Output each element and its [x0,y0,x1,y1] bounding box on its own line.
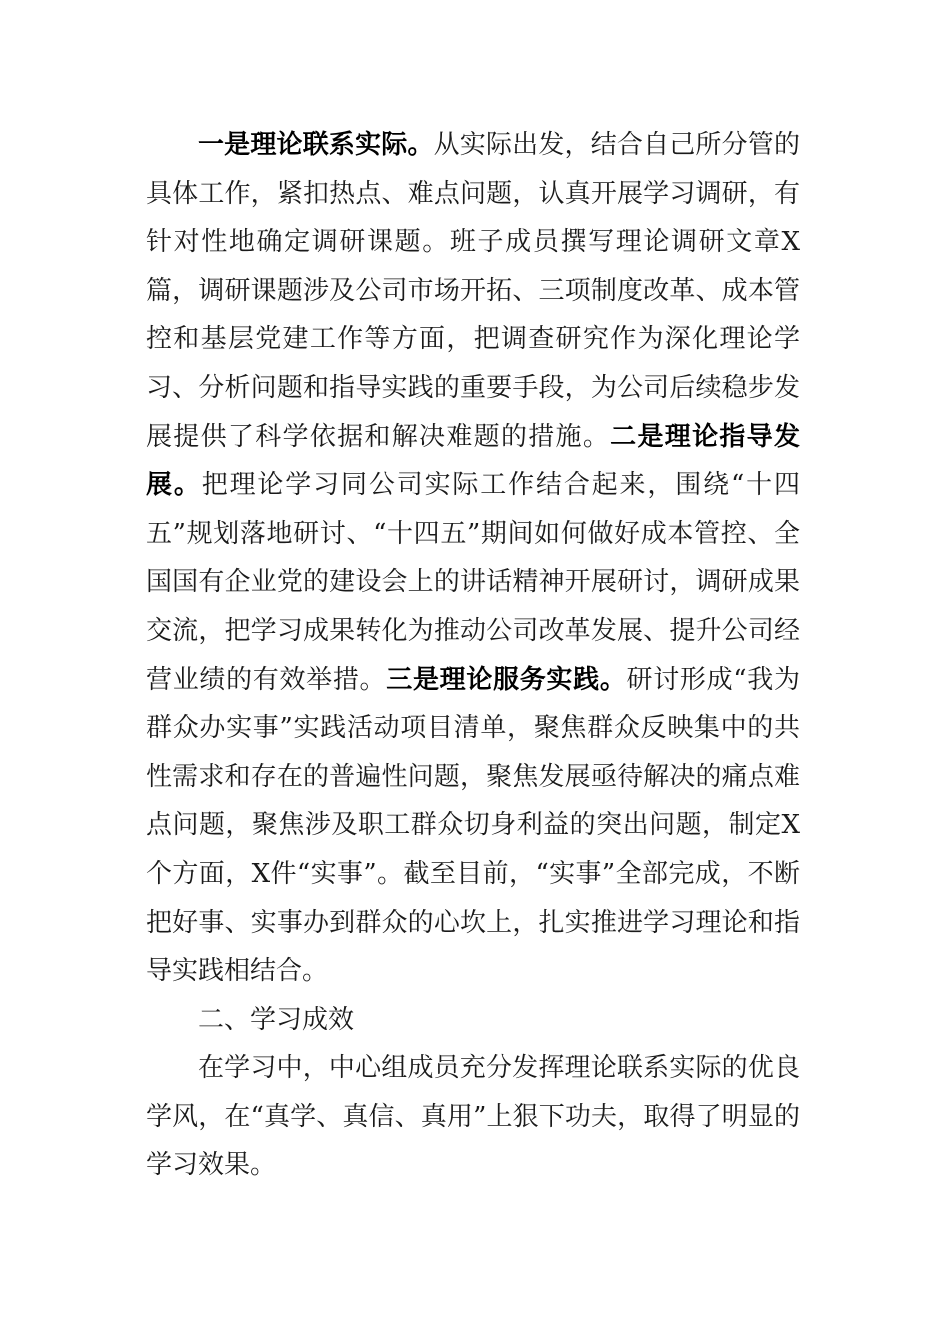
text-theory-guides-development: 把理论学习同公司实际工作结合起来，围绕“十四五”规划落地研讨、“十四五”期间如何做好成本管控、全国国有企业党的建设会上的讲话精神开展研讨，调研成果交流，把学习成果转化为推动公司改革发展、提升公司经营业绩的有效举措。 [146,470,800,695]
document-body [146,121,800,1190]
lead-theory-linked-practice: 一是理论联系实际。 [198,130,434,160]
lead-theory-guides-development: 二是理论指导发展。 [146,421,800,501]
text-theory-linked-practice: 从实际出发，结合自己所分管的具体工作，紧扣热点、难点问题，认真开展学习调研，有针对性地确定调研课题。班子成员撰写理论调研文章X篇，调研课题涉及公司市场开拓、三项制度改革、成本管控和基层党建工作等方面，把调查研究作为深化理论学习、分析问题和指导实践的重要手段，为公司后续稳步发展提供了科学依据和解决难题的措施。 [146,130,800,452]
lead-theory-serves-practice: 三是理论服务实践。 [386,664,627,695]
section-heading-study-results: 二、学习成效 [198,1004,355,1035]
text-theory-serves-practice: 研讨形成“我为群众办实事”实践活动项目清单，聚焦群众反映集中的共性需求和存在的普遍性问题，聚焦发展亟待解决的痛点难点问题，聚焦涉及职工群众切身利益的突出问题，制定X个方面，X件“实事”。截至目前，“实事”全部完成，不断把好事、实事办到群众的心坎上，扎实推进学习理论和指导实践相结合。 [146,664,800,987]
paragraph-study-results: 在学习中，中心组成员充分发挥理论联系实际的优良学风，在“真学、真信、真用”上狠下功夫，取得了明显的学习效果。 [146,1053,800,1181]
paragraph-theory-practice [146,121,800,996]
